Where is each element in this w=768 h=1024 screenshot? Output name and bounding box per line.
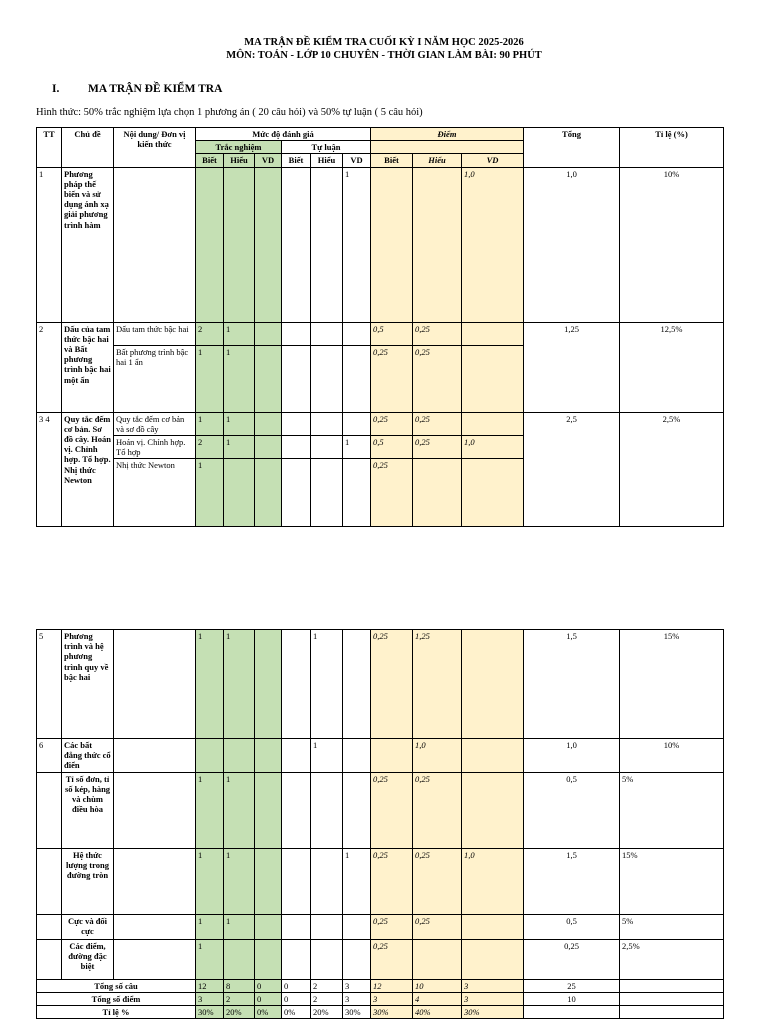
score-hieu-cell: 1,25 [413, 630, 462, 739]
essay-biet-cell [282, 848, 311, 914]
score-vd-cell: 3 [462, 979, 524, 992]
header-content: Nội dung/ Đơn vị kiến thức [114, 128, 196, 168]
mcq-hieu-cell: 1 [224, 772, 255, 848]
topic-cell: Phương trình và hệ phương trình quy về bậc hai [62, 630, 114, 739]
score-hieu-cell: 4 [413, 992, 462, 1005]
essay-hieu-cell: 2 [311, 992, 343, 1005]
essay-vd-cell: 1 [343, 435, 371, 458]
score-vd-cell [462, 345, 524, 412]
mcq-vd-cell [255, 412, 282, 435]
score-hieu-cell: 1,0 [413, 739, 462, 773]
table-row [37, 630, 724, 739]
content-cell: Hoán vị. Chỉnh hợp. Tổ hợp [114, 435, 196, 458]
score-hieu-cell: 0,25 [413, 772, 462, 848]
summary-row [37, 992, 724, 1005]
header-total: Tổng [524, 128, 620, 168]
mcq-biet-cell: 3 [196, 992, 224, 1005]
row-number: 6 [37, 739, 62, 773]
mcq-hieu-cell: 1 [224, 914, 255, 939]
row-number [37, 848, 62, 914]
header-essay: Tự luận [282, 141, 371, 154]
score-vd-cell [462, 459, 524, 527]
score-hieu-cell: 40% [413, 1005, 462, 1018]
mcq-biet-cell: 1 [196, 412, 224, 435]
essay-hieu-cell [311, 939, 343, 979]
topic-cell: Hệ thức lượng trong đường tròn [62, 848, 114, 914]
table-row [37, 914, 724, 939]
essay-hieu-cell [311, 435, 343, 458]
score-biet-cell: 0,25 [371, 630, 413, 739]
total-cell: 2,5 [524, 412, 620, 527]
header-score: Điểm [371, 128, 524, 141]
summary-label: Tổng số điểm [37, 992, 196, 1005]
content-cell [114, 848, 196, 914]
essay-hieu-cell: 2 [311, 979, 343, 992]
content-cell [114, 939, 196, 979]
header-score-hieu: Hiểu [413, 154, 462, 167]
essay-hieu-cell [311, 459, 343, 527]
mcq-vd-cell [255, 630, 282, 739]
topic-cell: Tỉ số đơn, tỉ số kép, hàng và chùm điều hòa [62, 772, 114, 848]
total-cell: 25 [524, 979, 620, 992]
content-cell [114, 739, 196, 773]
ratio-cell [620, 979, 724, 992]
mcq-vd-cell [255, 939, 282, 979]
total-cell: 1,0 [524, 739, 620, 773]
header-mcq-biet: Biết [196, 154, 224, 167]
essay-biet-cell [282, 914, 311, 939]
essay-vd-cell: 3 [343, 992, 371, 1005]
mcq-hieu-cell: 1 [224, 435, 255, 458]
mcq-hieu-cell [224, 167, 255, 322]
score-hieu-cell: 0,25 [413, 914, 462, 939]
content-cell: Dấu tam thức bậc hai [114, 322, 196, 345]
essay-hieu-cell [311, 345, 343, 412]
essay-vd-cell [343, 322, 371, 345]
header-ratio: Tỉ lệ (%) [620, 128, 724, 168]
content-cell [114, 167, 196, 322]
essay-vd-cell: 30% [343, 1005, 371, 1018]
mcq-vd-cell [255, 739, 282, 773]
score-biet-cell: 0,5 [371, 322, 413, 345]
ratio-cell [620, 992, 724, 1005]
mcq-vd-cell [255, 772, 282, 848]
matrix-table-part-1 [36, 127, 724, 527]
total-cell [524, 1005, 620, 1018]
score-hieu-cell: 0,25 [413, 345, 462, 412]
score-biet-cell: 0,25 [371, 939, 413, 979]
mcq-biet-cell: 1 [196, 939, 224, 979]
header-score-biet: Biết [371, 154, 413, 167]
mcq-biet-cell: 30% [196, 1005, 224, 1018]
header-score-vd: VD [462, 154, 524, 167]
section-number: I. [52, 83, 60, 95]
essay-vd-cell: 1 [343, 848, 371, 914]
essay-biet-cell [282, 630, 311, 739]
score-vd-cell: 3 [462, 992, 524, 1005]
topic-cell: Cực và đối cực [62, 914, 114, 939]
mcq-hieu-cell: 1 [224, 345, 255, 412]
content-cell [114, 772, 196, 848]
mcq-vd-cell [255, 345, 282, 412]
score-biet-cell: 3 [371, 992, 413, 1005]
row-number [37, 772, 62, 848]
mcq-biet-cell: 12 [196, 979, 224, 992]
mcq-biet-cell [196, 167, 224, 322]
essay-biet-cell: 0% [282, 1005, 311, 1018]
essay-vd-cell: 1 [343, 167, 371, 322]
table-row [37, 167, 724, 322]
essay-vd-cell [343, 345, 371, 412]
ratio-cell: 10% [620, 739, 724, 773]
mcq-hieu-cell: 1 [224, 322, 255, 345]
score-vd-cell [462, 914, 524, 939]
score-vd-cell [462, 322, 524, 345]
header-tt: TT [37, 128, 62, 168]
exam-format-text: Hình thức: 50% trắc nghiệm lựa chọn 1 phương án ( 20 câu hỏi) và 50% tự luận ( 5 câu hỏi) [36, 107, 423, 118]
essay-biet-cell [282, 345, 311, 412]
mcq-biet-cell: 1 [196, 772, 224, 848]
total-cell: 0,5 [524, 914, 620, 939]
topic-cell: Dấu của tam thức bậc hai và Bất phương trình bậc hai một ẩn [62, 322, 114, 412]
topic-cell: Các điểm, đường đặc biệt [62, 939, 114, 979]
header-score-spacer [371, 141, 524, 154]
score-biet-cell [371, 167, 413, 322]
total-cell: 10 [524, 992, 620, 1005]
total-cell: 0,5 [524, 772, 620, 848]
essay-biet-cell [282, 435, 311, 458]
header-essay-hieu: Hiểu [311, 154, 343, 167]
mcq-vd-cell: 0 [255, 979, 282, 992]
ratio-cell: 15% [620, 630, 724, 739]
mcq-vd-cell [255, 435, 282, 458]
mcq-vd-cell [255, 322, 282, 345]
score-biet-cell: 0,25 [371, 848, 413, 914]
essay-vd-cell [343, 459, 371, 527]
score-hieu-cell [413, 939, 462, 979]
score-vd-cell [462, 772, 524, 848]
essay-biet-cell [282, 939, 311, 979]
essay-biet-cell: 0 [282, 979, 311, 992]
section-heading [52, 83, 222, 95]
table-row [37, 772, 724, 848]
essay-hieu-cell [311, 848, 343, 914]
summary-row [37, 1005, 724, 1018]
mcq-biet-cell: 1 [196, 848, 224, 914]
score-biet-cell: 0,25 [371, 459, 413, 527]
essay-vd-cell [343, 630, 371, 739]
score-biet-cell: 0,25 [371, 412, 413, 435]
content-cell [114, 630, 196, 739]
essay-vd-cell [343, 772, 371, 848]
score-vd-cell [462, 630, 524, 739]
summary-label: Tổng số câu [37, 979, 196, 992]
mcq-hieu-cell [224, 939, 255, 979]
essay-hieu-cell: 20% [311, 1005, 343, 1018]
score-vd-cell: 30% [462, 1005, 524, 1018]
ratio-cell: 5% [620, 914, 724, 939]
score-hieu-cell: 10 [413, 979, 462, 992]
score-biet-cell: 0,25 [371, 772, 413, 848]
score-vd-cell [462, 939, 524, 979]
row-number [37, 939, 62, 979]
ratio-cell: 12,5% [620, 322, 724, 412]
mcq-vd-cell [255, 167, 282, 322]
table-row [37, 739, 724, 773]
row-number: 3 4 [37, 412, 62, 527]
mcq-hieu-cell: 1 [224, 412, 255, 435]
mcq-hieu-cell: 8 [224, 979, 255, 992]
mcq-biet-cell: 2 [196, 435, 224, 458]
topic-cell: Các bất đẳng thức cổ điển [62, 739, 114, 773]
row-number [37, 914, 62, 939]
essay-hieu-cell [311, 412, 343, 435]
total-cell: 0,25 [524, 939, 620, 979]
essay-hieu-cell [311, 167, 343, 322]
score-biet-cell: 0,25 [371, 345, 413, 412]
mcq-vd-cell [255, 848, 282, 914]
table-row [37, 848, 724, 914]
ratio-cell: 10% [620, 167, 724, 322]
topic-cell: Phương pháp thế biến và sử dụng ánh xạ giải phương trình hàm [62, 167, 114, 322]
content-cell: Bất phương trình bậc hai 1 ẩn [114, 345, 196, 412]
score-vd-cell: 1,0 [462, 848, 524, 914]
mcq-hieu-cell: 20% [224, 1005, 255, 1018]
header-essay-vd: VD [343, 154, 371, 167]
ratio-cell [620, 1005, 724, 1018]
table-row [37, 322, 724, 345]
score-hieu-cell [413, 167, 462, 322]
header-assessment: Mức độ đánh giá [196, 128, 371, 141]
header-row-1 [37, 128, 724, 141]
header-mcq-hieu: Hiểu [224, 154, 255, 167]
table-row [37, 939, 724, 979]
score-vd-cell: 1,0 [462, 435, 524, 458]
content-cell [114, 914, 196, 939]
essay-biet-cell [282, 459, 311, 527]
essay-vd-cell [343, 939, 371, 979]
score-biet-cell: 30% [371, 1005, 413, 1018]
header-topic: Chủ đề [62, 128, 114, 168]
mcq-biet-cell: 2 [196, 322, 224, 345]
essay-biet-cell [282, 412, 311, 435]
row-number: 2 [37, 322, 62, 412]
essay-biet-cell [282, 322, 311, 345]
essay-biet-cell: 0 [282, 992, 311, 1005]
matrix-table-part-2 [36, 629, 724, 1019]
essay-hieu-cell: 1 [311, 739, 343, 773]
mcq-vd-cell [255, 459, 282, 527]
header-mcq: Trắc nghiệm [196, 141, 282, 154]
mcq-vd-cell: 0 [255, 992, 282, 1005]
ratio-cell: 15% [620, 848, 724, 914]
essay-biet-cell [282, 167, 311, 322]
header-essay-biet: Biết [282, 154, 311, 167]
document-title: MA TRẬN ĐỀ KIỂM TRA CUỐI KỲ I NĂM HỌC 2025-2026 [244, 37, 524, 48]
essay-biet-cell [282, 772, 311, 848]
essay-hieu-cell [311, 772, 343, 848]
mcq-biet-cell: 1 [196, 914, 224, 939]
score-vd-cell [462, 739, 524, 773]
ratio-cell: 2,5% [620, 939, 724, 979]
mcq-biet-cell: 1 [196, 345, 224, 412]
header-mcq-vd: VD [255, 154, 282, 167]
score-vd-cell [462, 412, 524, 435]
score-hieu-cell: 0,25 [413, 322, 462, 345]
mcq-hieu-cell [224, 739, 255, 773]
essay-hieu-cell: 1 [311, 630, 343, 739]
mcq-biet-cell [196, 739, 224, 773]
mcq-vd-cell: 0% [255, 1005, 282, 1018]
score-hieu-cell: 0,25 [413, 435, 462, 458]
score-biet-cell: 0,25 [371, 914, 413, 939]
score-biet-cell [371, 739, 413, 773]
section-title: MA TRẬN ĐỀ KIỂM TRA [88, 83, 223, 95]
total-cell: 1,5 [524, 848, 620, 914]
mcq-hieu-cell: 1 [224, 848, 255, 914]
essay-vd-cell: 3 [343, 979, 371, 992]
mcq-biet-cell: 1 [196, 459, 224, 527]
score-biet-cell: 0,5 [371, 435, 413, 458]
topic-cell: Quy tắc đếm cơ bản. Sơ đồ cây. Hoán vị. Chỉnh hợp. Tổ hợp. Nhị thức Newton [62, 412, 114, 527]
essay-hieu-cell [311, 914, 343, 939]
total-cell: 1,0 [524, 167, 620, 322]
essay-hieu-cell [311, 322, 343, 345]
essay-vd-cell [343, 412, 371, 435]
score-biet-cell: 12 [371, 979, 413, 992]
summary-row [37, 979, 724, 992]
content-cell: Quy tắc đếm cơ bản và sơ đồ cây [114, 412, 196, 435]
mcq-biet-cell: 1 [196, 630, 224, 739]
mcq-hieu-cell [224, 459, 255, 527]
essay-vd-cell [343, 739, 371, 773]
mcq-vd-cell [255, 914, 282, 939]
row-number: 5 [37, 630, 62, 739]
row-number: 1 [37, 167, 62, 322]
score-hieu-cell: 0,25 [413, 412, 462, 435]
ratio-cell: 2,5% [620, 412, 724, 527]
essay-vd-cell [343, 914, 371, 939]
mcq-hieu-cell: 1 [224, 630, 255, 739]
score-vd-cell: 1,0 [462, 167, 524, 322]
score-hieu-cell: 0,25 [413, 848, 462, 914]
summary-label: Tỉ lệ % [37, 1005, 196, 1018]
total-cell: 1,5 [524, 630, 620, 739]
ratio-cell: 5% [620, 772, 724, 848]
document-subtitle: MÔN: TOÁN - LỚP 10 CHUYÊN - THỜI GIAN LÀM BÀI: 90 PHÚT [226, 50, 542, 61]
total-cell: 1,25 [524, 322, 620, 412]
score-hieu-cell [413, 459, 462, 527]
mcq-hieu-cell: 2 [224, 992, 255, 1005]
table-row [37, 412, 724, 435]
content-cell: Nhị thức Newton [114, 459, 196, 527]
essay-biet-cell [282, 739, 311, 773]
